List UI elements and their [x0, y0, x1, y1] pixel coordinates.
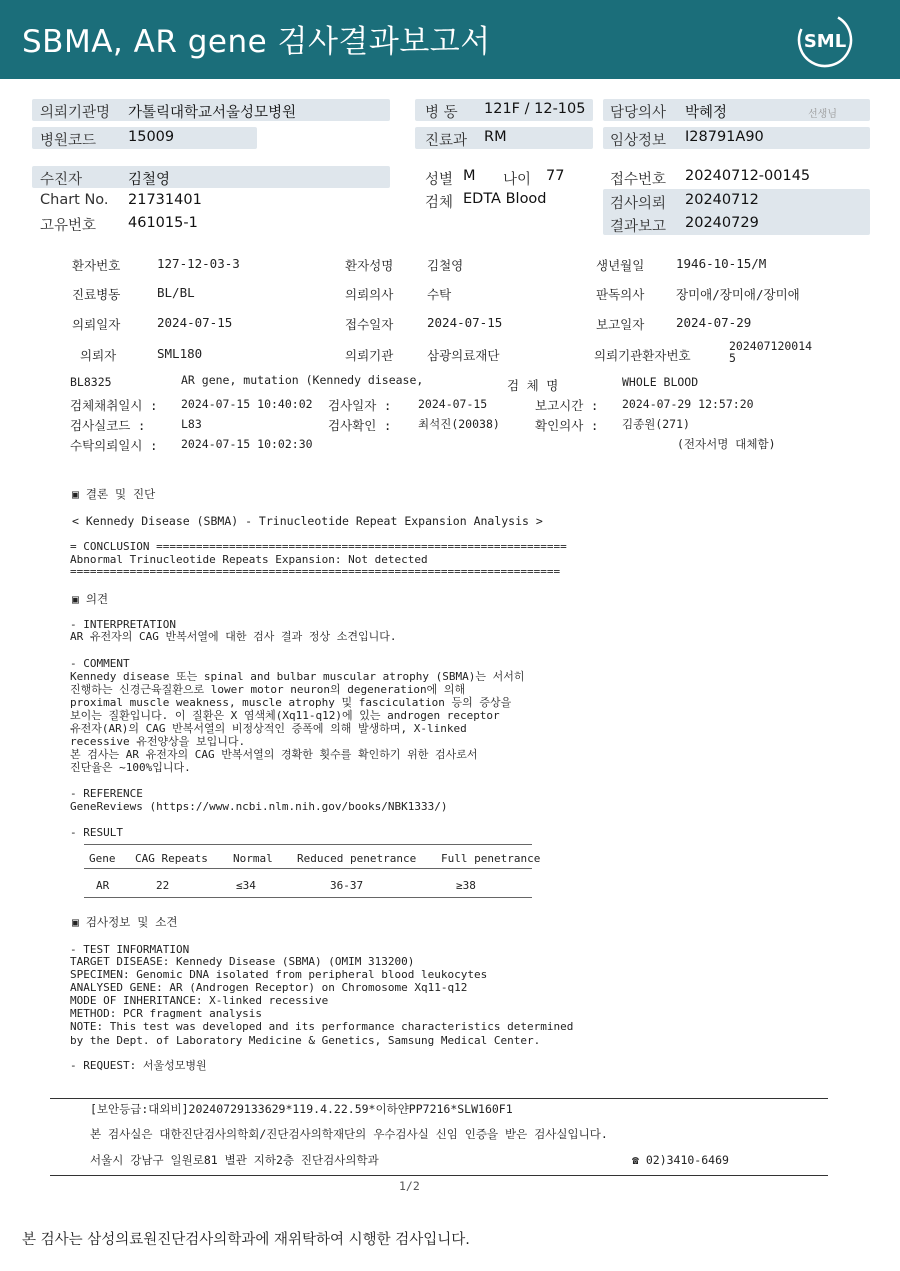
scan-ref-doctor-label: 의뢰의사 — [345, 287, 394, 302]
doctor-title: 선생님 — [808, 109, 837, 120]
age-value: 77 — [546, 168, 565, 184]
section-title-opinion: ▣ 의견 — [72, 592, 109, 606]
result-cell-full: ≥38 — [456, 879, 476, 892]
patient-label: 수진자 — [40, 172, 83, 188]
comment-line: 유전자(AR)의 CAG 반복서열의 비정상적인 증폭에 의해 발생하며, X-linked — [70, 722, 467, 735]
phone-line: ☎ 02)3410-6469 — [632, 1153, 729, 1167]
test-info-line: NOTE: This test was developed and its performance characteristics determined — [70, 1020, 574, 1033]
test-info-line: ANALYSED GENE: AR (Androgen Receptor) on Chromosome Xq11-q12 — [70, 981, 468, 994]
specimen-label: 검체 — [425, 195, 454, 211]
scan-confirm: 김종원(271) — [622, 417, 690, 431]
chart-label: Chart No. — [40, 192, 109, 208]
ward-label: 병 동 — [425, 105, 458, 121]
scan-ref-patient-label: 의뢰기관환자번호 — [594, 348, 691, 363]
page-number: 1/2 — [399, 1179, 420, 1193]
request-line: - REQUEST: 서울성모병원 — [70, 1059, 207, 1072]
scan-verify: 최석진(20038) — [418, 417, 500, 431]
scan-ref-doctor: 수탁 — [427, 287, 452, 302]
info-bar — [32, 166, 390, 188]
interpretation-header: - INTERPRETATION — [70, 618, 176, 631]
test-info-line: TARGET DISEASE: Kennedy Disease (SBMA) (OMIM 313200) — [70, 955, 415, 968]
footer-note: 본 검사는 삼성의료원진단검사의학과에 재위탁하여 시행한 검사입니다. — [22, 1232, 470, 1248]
scan-receive-label: 수탁의뢰일시 : — [70, 438, 158, 453]
scan-rec-date-label: 접수일자 — [345, 317, 394, 332]
result-table-rule — [84, 868, 532, 869]
result-col-gene: Gene — [89, 852, 116, 865]
result-date-value: 20240729 — [685, 215, 759, 231]
comment-line: 진행하는 신경근육질환으로 lower motor neuron의 degeneration에 의해 — [70, 683, 466, 696]
scan-patient-name-label: 환자성명 — [345, 258, 394, 273]
test-info-line: SPECIMEN: Genomic DNA isolated from peripheral blood leukocytes — [70, 968, 488, 981]
logo-text: SML — [803, 31, 847, 52]
comment-line: 보이는 질환입니다. 이 질환은 X 염색체(Xq11-q12)에 있는 androgen receptor — [70, 709, 500, 722]
scan-rec-date: 2024-07-15 — [427, 315, 503, 330]
scan-reading-label: 판독의사 — [596, 287, 645, 302]
chart-value: 21731401 — [128, 192, 202, 208]
scan-patient-no: 127-12-03-3 — [157, 256, 240, 271]
result-date-label: 결과보고 — [610, 219, 667, 235]
reference-header: - REFERENCE — [70, 787, 143, 800]
scan-ward-label: 진료병동 — [72, 287, 121, 302]
scan-esign: (전자서명 대체함) — [677, 437, 776, 451]
scan-room-label: 검사실코드 : — [70, 418, 146, 433]
security-line: [보안등급:대외비]20240729133629*119.4.22.59*이하얀PP7216*SLW160F1 — [90, 1102, 513, 1116]
analysis-title: < Kennedy Disease (SBMA) - Trinucleotide Repeat Expansion Analysis > — [72, 514, 543, 528]
scan-birth: 1946-10-15/M — [676, 256, 767, 271]
scan-requester: SML180 — [157, 346, 203, 361]
comment-line: proximal muscle weakness, muscle atrophy 및 fasciculation 등의 증상을 — [70, 696, 512, 709]
hospital-code-value: 15009 — [128, 129, 175, 145]
scan-report-time-label: 보고시간 : — [535, 398, 599, 413]
unique-value: 461015-1 — [128, 215, 198, 231]
bottom-rule-top — [50, 1098, 828, 1099]
doctor-label: 담당의사 — [610, 105, 667, 121]
scan-ref-inst-label: 의뢰기관 — [345, 348, 394, 363]
scan-rep-date-label: 보고일자 — [596, 317, 645, 332]
scan-specimen: WHOLE BLOOD — [622, 375, 699, 389]
conclusion-text: Abnormal Trinucleotide Repeats Expansion: Not detected — [70, 553, 428, 566]
sex-label: 성별 — [425, 172, 454, 188]
conclusion-header: = CONCLUSION ============================================================== — [70, 540, 567, 553]
scan-req-date: 2024-07-15 — [157, 315, 233, 330]
doctor-value: 박혜정 — [685, 105, 728, 121]
comment-line: Kennedy disease 또는 spinal and bulbar muscular atrophy (SBMA)는 서서히 — [70, 670, 525, 683]
comment-line: recessive 유전양상을 보입니다. — [70, 735, 246, 748]
receipt-label: 접수번호 — [610, 172, 667, 188]
ward-value: 121F / 12-105 — [484, 101, 586, 117]
scan-ref-patient-1: 202407120014 — [729, 339, 813, 353]
scan-patient-name: 김철영 — [427, 258, 464, 273]
request-date-label: 검사의뢰 — [610, 196, 667, 212]
unique-label: 고유번호 — [40, 218, 97, 234]
test-info-line: METHOD: PCR fragment analysis — [70, 1007, 263, 1020]
scan-ref-patient-2: 5 — [729, 351, 736, 365]
clinical-label: 임상정보 — [610, 133, 667, 149]
scan-req-date-label: 의뢰일자 — [72, 317, 121, 332]
age-label: 나이 — [503, 172, 532, 188]
result-col-cag: CAG Repeats — [135, 852, 208, 865]
hospital-code-label: 병원코드 — [40, 133, 97, 149]
patient-value: 김철영 — [128, 172, 171, 188]
scan-verify-label: 검사확인 : — [328, 418, 392, 433]
conclusion-rule: ========================================================================== — [70, 565, 561, 578]
section-title-test-info: ▣ 검사정보 및 소견 — [72, 915, 178, 929]
scan-collect: 2024-07-15 10:40:02 — [181, 397, 313, 411]
sml-logo — [797, 12, 853, 68]
result-header: - RESULT — [70, 826, 123, 839]
institution-value: 가톨릭대학교서울성모병원 — [128, 105, 297, 121]
scan-patient-no-label: 환자번호 — [72, 258, 121, 273]
scan-requester-label: 의뢰자 — [80, 348, 117, 363]
interpretation-text: AR 유전자의 CAG 반복서열에 대한 검사 결과 정상 소견입니다. — [70, 630, 397, 643]
result-cell-normal: ≤34 — [236, 879, 256, 892]
dept-label: 진료과 — [425, 133, 468, 149]
scan-reading: 장미애/장미애/장미애 — [676, 287, 800, 302]
test-info-header: - TEST INFORMATION — [70, 943, 190, 956]
result-table-rule — [84, 844, 532, 845]
bottom-rule-bottom — [50, 1175, 828, 1176]
reference-text: GeneReviews (https://www.ncbi.nlm.nih.gov/books/NBK1333/) — [70, 800, 448, 813]
institution-label: 의뢰기관명 — [40, 105, 111, 121]
test-info-line: by the Dept. of Laboratory Medicine & Genetics, Samsung Medical Center. — [70, 1034, 541, 1047]
result-col-full: Full penetrance — [441, 852, 541, 865]
scan-report-time: 2024-07-29 12:57:20 — [622, 397, 754, 411]
scan-ref-inst: 삼광의료재단 — [427, 348, 500, 363]
receipt-value: 20240712-00145 — [685, 168, 811, 184]
specimen-value: EDTA Blood — [463, 191, 547, 207]
result-col-reduced: Reduced penetrance — [297, 852, 417, 865]
scan-ward: BL/BL — [157, 285, 195, 300]
test-info-line: MODE OF INHERITANCE: X-linked recessive — [70, 994, 329, 1007]
result-cell-gene: AR — [96, 879, 110, 892]
result-cell-cag: 22 — [156, 879, 170, 892]
scan-room: L83 — [181, 417, 202, 431]
comment-line: 본 검사는 AR 유전자의 CAG 반복서열의 경확한 횟수를 확인하기 위한 검사로서 — [70, 748, 478, 761]
comment-line: 진단율은 ~100%입니다. — [70, 761, 191, 774]
dept-value: RM — [484, 129, 507, 145]
report-title: SBMA, AR gene 검사결과보고서 — [22, 24, 491, 60]
scan-test-name: AR gene, mutation (Kennedy disease, — [181, 373, 424, 387]
report-header — [0, 0, 900, 79]
scan-rep-date: 2024-07-29 — [676, 315, 752, 330]
result-cell-reduced: 36-37 — [330, 879, 364, 892]
scan-test-date-label: 검사일자 : — [328, 398, 392, 413]
scan-birth-label: 생년월일 — [596, 258, 645, 273]
certification-line: 본 검사실은 대한진단검사의학회/진단검사의학재단의 우수검사실 신임 인증을 받은 검사실입니다. — [90, 1127, 608, 1141]
result-col-normal: Normal — [233, 852, 273, 865]
scan-specimen-label: 검 체 명 — [507, 378, 559, 393]
comment-header: - COMMENT — [70, 657, 130, 670]
scan-code: BL8325 — [70, 375, 112, 389]
address-line: 서울시 강남구 일원로81 별관 지하2층 진단검사의학과 — [90, 1153, 379, 1167]
sex-value: M — [463, 168, 476, 184]
scan-receive: 2024-07-15 10:02:30 — [181, 437, 313, 451]
scan-collect-label: 검체채취일시 : — [70, 398, 158, 413]
clinical-value: I28791A90 — [685, 129, 764, 145]
scan-test-date: 2024-07-15 — [418, 397, 488, 411]
section-title-conclusion: ▣ 결론 및 진단 — [72, 487, 156, 501]
result-table-rule — [84, 897, 532, 898]
request-date-value: 20240712 — [685, 192, 759, 208]
scan-confirm-label: 확인의사 : — [535, 418, 599, 433]
